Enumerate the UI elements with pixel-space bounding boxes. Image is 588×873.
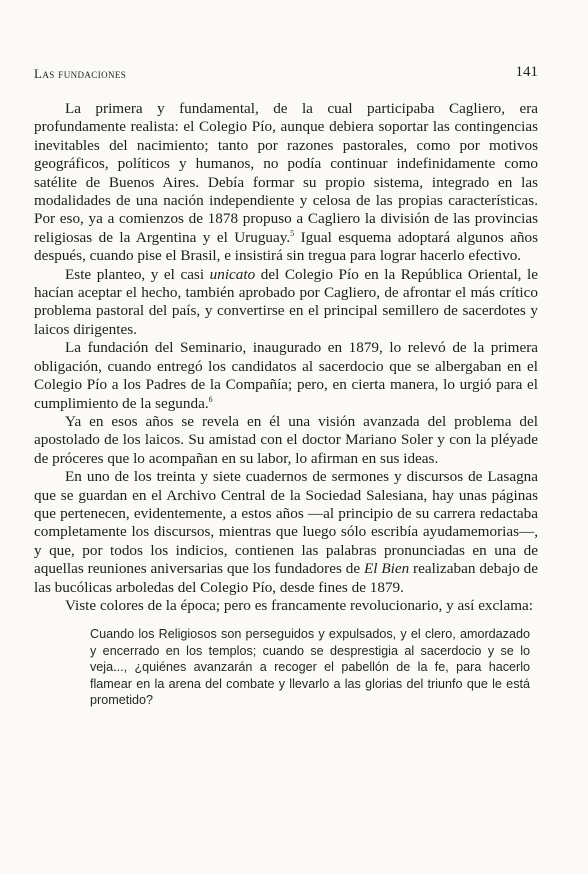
footnote-ref-6: 6 <box>208 394 213 404</box>
paragraph-5 <box>34 468 538 597</box>
block-quote: Cuando los Religiosos son perseguidos y expulsados, y el clero, amordazado y encerrado en los templos; cuando se desprestigia al sacerdocio y se lo veja..., ¿quiénes avanzarán a recoger el pabellón de la fe, para hacerlo flamear en la arena del combate y llevarlo a las glorias del triunfo que le está prometido? <box>90 627 530 707</box>
paragraph-2 <box>34 266 538 340</box>
paragraph-1-text: La primera y fundamental, de la cual participaba Cagliero, era profundamente realista: el Colegio Pío, aunque debiera soportar las contingencias inevitables del nacimiento; tanto por razones pastorales, como por motivos geográficos, políticos y humanos, no podía continuar indefinidamente como satélite de Buenos Aires. Debía formar su propio sistema, integrado en las modalidades de una nación independiente y celosa de las propias características. Por eso, ya a comienzos de 1878 propuso a Cagliero la división de las provincias religiosas de la Argentina y el Uruguay. <box>34 100 538 246</box>
footnote-ref-5: 5 <box>290 228 295 238</box>
body-text <box>34 100 538 708</box>
paragraph-5-text-cont: realizaban debajo de las bucólicas arboledas del Colegio Pío, desde fines de 1879. <box>34 560 539 596</box>
paragraph-6-text: Viste colores de la época; pero es francamente revolucionario, y así exclama: <box>65 596 534 614</box>
page-number: 141 <box>515 64 538 80</box>
paragraph-6 <box>34 597 538 615</box>
running-head: Las fundaciones <box>34 66 127 81</box>
paragraph-3 <box>34 339 538 413</box>
paragraph-2-text: Este planteo, y el casi <box>65 265 210 283</box>
paragraph-3-text: La fundación del Seminario, inaugurado en 1879, lo relevó de la primera obligación, cuando entregó los candidatos al sacerdocio que se albergaban en el Colegio Pío a los Padres de la Compañía; pero, en cierta manera, lo urgió para el cumplimiento de la segunda. <box>34 339 538 412</box>
paragraph-4-text: Ya en esos años se revela en él una visión avanzada del problema del apostolado de los laicos. Su amistad con el doctor Mariano Soler y con la pléyade de próceres que lo acompañan en su labor, lo afirman en sus ideas. <box>34 412 538 467</box>
paragraph-4 <box>34 413 538 468</box>
paragraph-1 <box>34 100 538 266</box>
paragraph-1-text-cont: Igual esquema adoptará algunos años después, cuando pise el Brasil, e insistirá sin tregua para lograr hacerlo efectivo. <box>34 228 538 265</box>
paragraph-2-text-cont: del Colegio Pío en la República Oriental, le hacían aceptar el hecho, también aprobado por Cagliero, de afrontar el más crítico problema pastoral del país, y convertirse en el principal semillero de sacerdotes y laicos dirigentes. <box>34 265 538 338</box>
page-header <box>34 66 538 86</box>
italic-unicato: unicato <box>209 265 256 283</box>
paragraph-5-text: En uno de los treinta y siete cuadernos de sermones y discursos de Lasagna que se guardan en el Archivo Central de la Sociedad Salesiana, hay unas páginas que pertenecen, evidentemente, a estos años —al principio de su carrera redactaba completamente los discursos, mientras que luego sólo escribía ayudamemorias—, y que, por todos los indicios, contienen las palabras pronunciadas en una de aquellas reuniones aniversarias que los fundadores de <box>34 468 538 578</box>
italic-el-bien: El Bien <box>363 560 410 578</box>
